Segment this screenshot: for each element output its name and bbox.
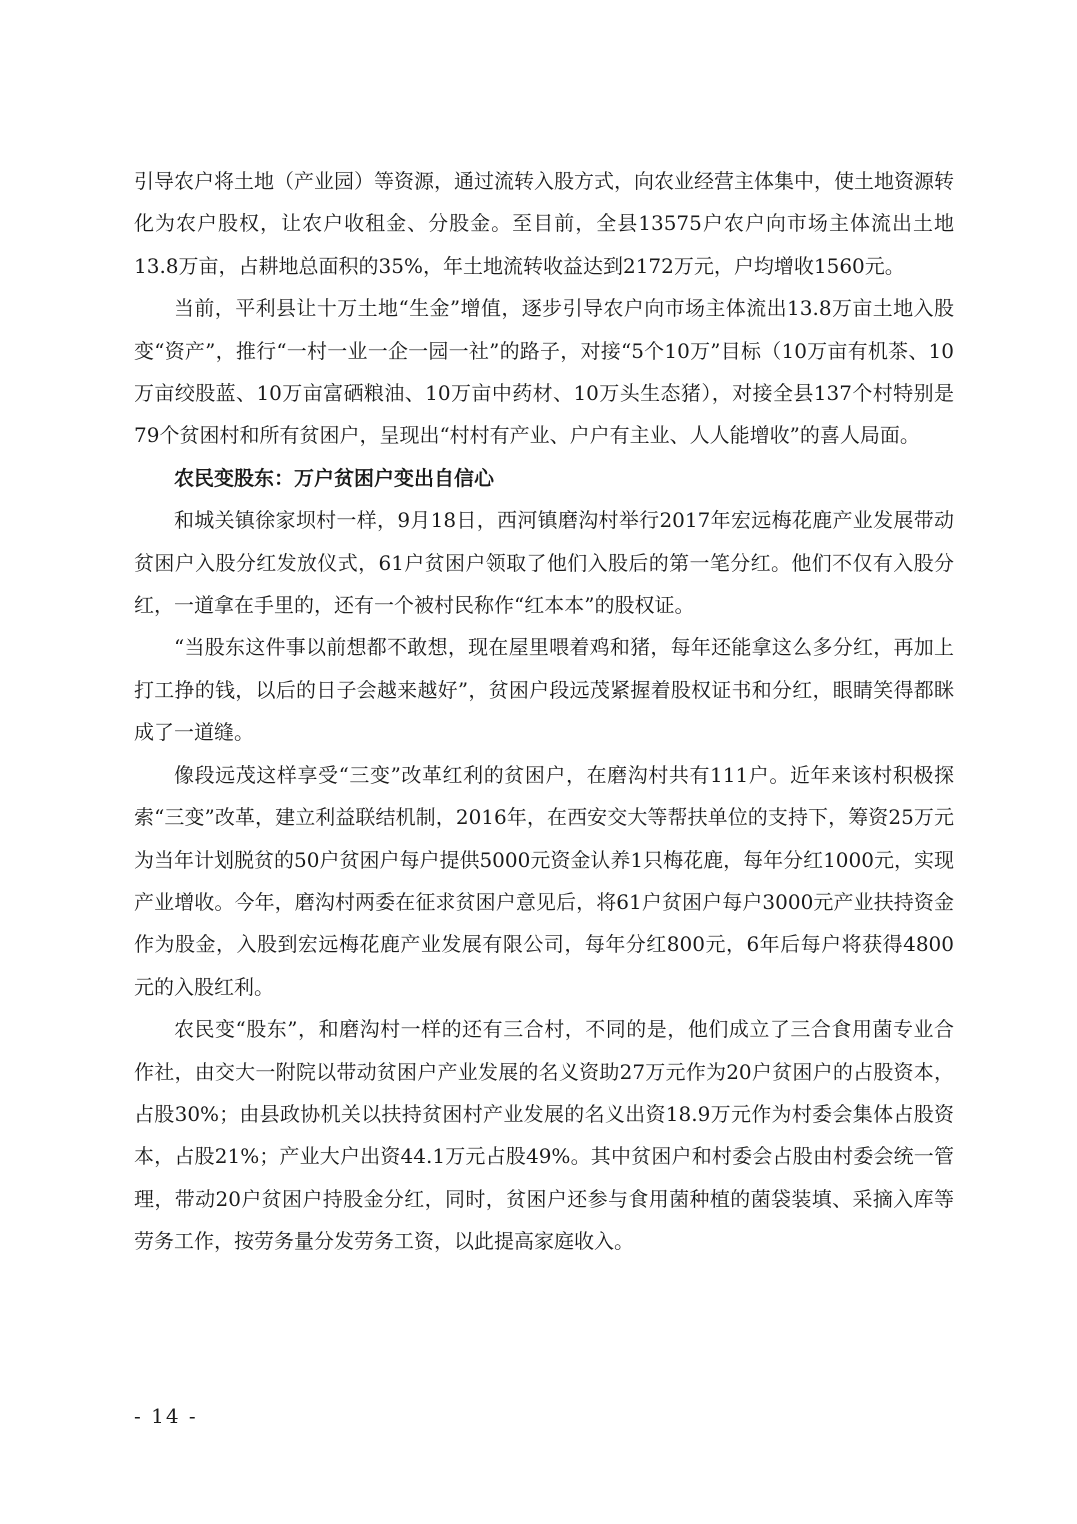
section-heading: 农民变股东：万户贫困户变出自信心 [174,465,494,490]
paragraph-5: 像段远茂这样享受“三变”改革红利的贫困户，在磨沟村共有111户。近年来该村积极探索“三变”改革，建立利益联结机制，2016年，在西安交大等帮扶单位的支持下，筹资25万元为当年计划脱贫的50户贫困户每户提供5000元资金认养1只梅花鹿，每年分红1000元，实现产业增收。今年，磨沟村两委在征求贫困户意见后，将61户贫困户每户3000元产业扶持资金作为股金，入股到宏远梅花鹿产业发展有限公司，每年分红800元，6年后每户将获得4800元的入股红利。 [134,762,954,999]
paragraph-1: 引导农户将土地（产业园）等资源，通过流转入股方式，向农业经营主体集中，使土地资源转化为农户股权，让农户收租金、分股金。至目前，全县13575户农户向市场主体流出土地13.8万亩，占耕地总面积的35%，年土地流转收益达到2172万元，户均增收1560元。 [134,169,954,278]
paragraph-4: “当股东这件事以前想都不敢想，现在屋里喂着鸡和猪，每年还能拿这么多分红，再加上打工挣的钱，以后的日子会越来越好”，贫困户段远茂紧握着股权证书和分红，眼睛笑得都眯成了一道缝。 [134,635,954,745]
document-body [134,160,954,1263]
paragraph-2: 当前，平利县让十万土地“生金”增值，逐步引导农户向市场主体流出13.8万亩土地入股变“资产”，推行“一村一业一企一园一社”的路子，对接“5个10万”目标（10万亩有机茶、10万亩绞股蓝、10万亩富硒粮油、10万亩中药材、10万头生态猪），对接全县137个村特别是79个贫困村和所有贫困户，呈现出“村村有产业、户户有主业、人人能增收”的喜人局面。 [134,296,954,448]
page-number: - 14 - [134,1404,198,1428]
paragraph-3: 和城关镇徐家坝村一样，9月18日，西河镇磨沟村举行2017年宏远梅花鹿产业发展带动贫困户入股分红发放仪式，61户贫困户领取了他们入股后的第一笔分红。他们不仅有入股分红，一道拿在手里的，还有一个被村民称作“红本本”的股权证。 [134,508,954,618]
paragraph-6: 农民变“股东”，和磨沟村一样的还有三合村，不同的是，他们成立了三合食用菌专业合作社，由交大一附院以带动贫困户产业发展的名义资助27万元作为20户贫困户的占股资本，占股30%；由县政协机关以扶持贫困村产业发展的名义出资18.9万元作为村委会集体占股资本，占股21%；产业大户出资44.1万元占股49%。其中贫困户和村委会占股由村委会统一管理，带动20户贫困户持股金分红，同时，贫困户还参与食用菌种植的菌袋装填、采摘入库等劳务工作，按劳务量分发劳务工资，以此提高家庭收入。 [134,1017,954,1254]
